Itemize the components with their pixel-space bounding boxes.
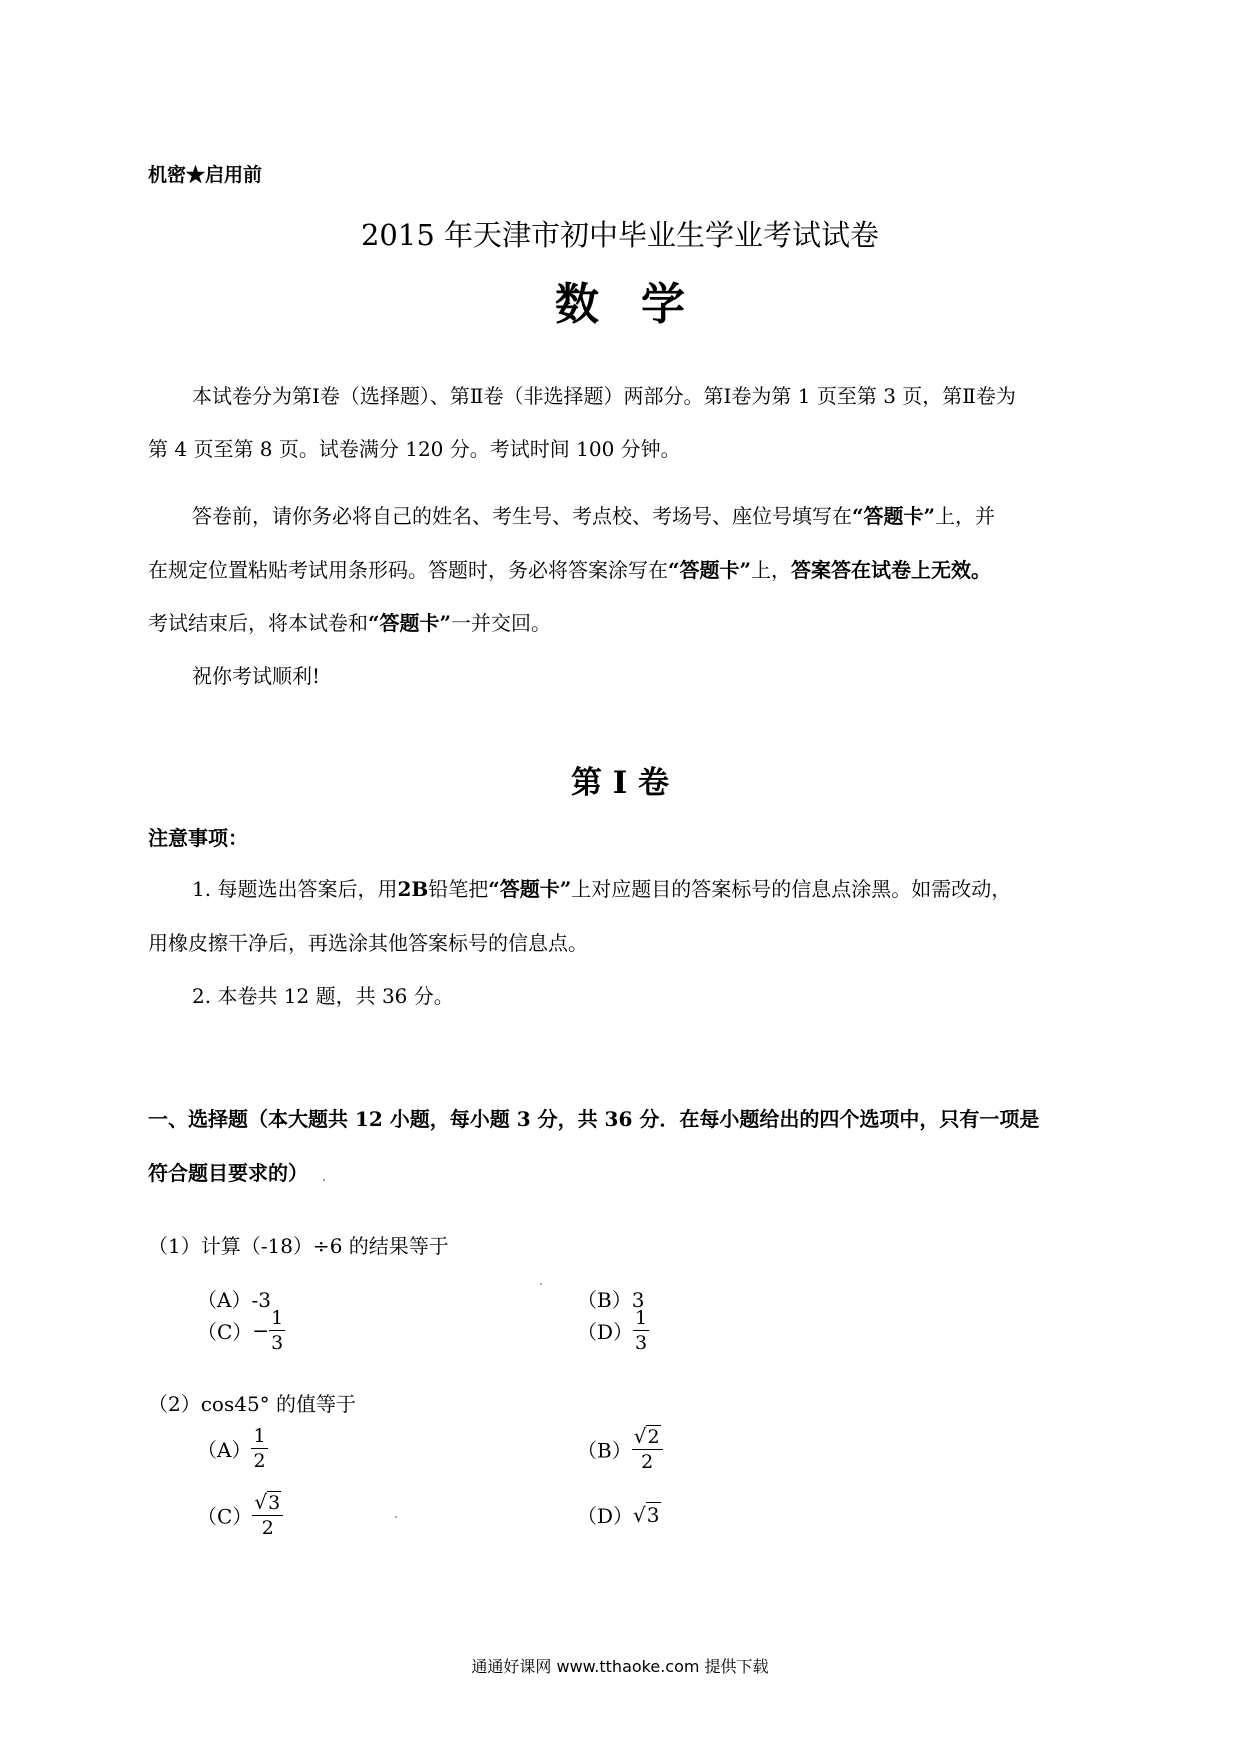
- radical-sign: √: [254, 1490, 268, 1514]
- option-label: （C）: [197, 1504, 253, 1529]
- option-label: （A）: [197, 1438, 252, 1462]
- q2-option-c: [197, 1490, 283, 1540]
- intro-text: 一并交回。: [451, 611, 552, 635]
- subject-title: 数学: [555, 279, 727, 330]
- option-value: -3: [251, 1288, 271, 1312]
- q2-option-d: [577, 1500, 661, 1529]
- intro-line-4: [148, 544, 991, 597]
- fraction: [633, 1306, 649, 1355]
- q1-option-c: [197, 1306, 285, 1355]
- good-luck-line: 祝你考试顺利!: [192, 664, 321, 688]
- radicand: 2: [647, 1426, 660, 1448]
- question-1-stem: （1）计算（-18）÷6 的结果等于: [148, 1234, 449, 1258]
- section-1-heading: 一、选择题（本大题共 12 小题，每小题 3 分，共 36 分．在每小题给出的四个选项中，只有一项是: [148, 1107, 1040, 1131]
- notice-item-2: 2. 本卷共 12 题，共 36 分。: [192, 984, 454, 1008]
- answer-card-term: “答题卡”: [368, 611, 452, 635]
- notice-text: 1. 每题选出答案后，用: [192, 877, 398, 901]
- numerator: [252, 1490, 283, 1516]
- radical-sign: √: [633, 1424, 647, 1448]
- fraction: [632, 1424, 663, 1474]
- numerator: 1: [635, 1307, 648, 1329]
- square-root: [633, 1503, 660, 1527]
- minus-sign: −: [252, 1318, 270, 1343]
- scan-speck: [395, 1516, 397, 1518]
- intro-text: 考试结束后，将本试卷和: [148, 611, 368, 635]
- denominator: 2: [261, 1517, 274, 1539]
- denominator: 3: [635, 1332, 648, 1354]
- option-label: （C）: [197, 1320, 253, 1344]
- volume-1-title: 第 I 卷: [570, 765, 670, 801]
- intro-text: 上，并: [935, 504, 996, 528]
- intro-line-2: 第 4 页至第 8 页。试卷满分 120 分。考试时间 100 分钟。: [148, 437, 681, 461]
- intro-line-1: 本试卷分为第Ⅰ卷（选择题）、第Ⅱ卷（非选择题）两部分。第Ⅰ卷为第 1 页至第 3 页，第Ⅱ卷为: [192, 384, 1016, 408]
- numerator: [632, 1424, 663, 1450]
- fraction: [252, 1490, 283, 1540]
- denominator: 2: [253, 1450, 266, 1472]
- intro-line-3: [192, 490, 995, 543]
- denominator: 3: [271, 1332, 284, 1354]
- answer-card-term: “答题卡”: [852, 504, 936, 528]
- notice-text: 铅笔把: [428, 877, 489, 901]
- exam-title: 2015 年天津市初中毕业生学业考试试卷: [360, 218, 880, 252]
- option-label: （A）: [197, 1288, 252, 1312]
- q2-option-b: [577, 1424, 663, 1474]
- pencil-type: 2B: [397, 877, 429, 901]
- q2-option-a: [197, 1424, 268, 1473]
- fraction: [251, 1424, 267, 1473]
- square-root: [634, 1424, 661, 1449]
- answer-card-term: “答题卡”: [668, 558, 752, 582]
- q1-option-d: [577, 1306, 649, 1355]
- intro-text: 答卷前，请你务必将自己的姓名、考生号、考点校、考场号、座位号填写在: [192, 504, 852, 528]
- radical-sign: √: [633, 1502, 646, 1527]
- numerator: 1: [253, 1425, 266, 1447]
- notice-item-1-cont: 用橡皮擦干净后，再选涂其他答案标号的信息点。: [148, 931, 588, 955]
- question-2-stem: （2）cos45° 的值等于: [148, 1392, 357, 1416]
- answer-card-term: “答题卡”: [488, 877, 572, 901]
- intro-line-5: [148, 597, 551, 650]
- denominator: 2: [641, 1451, 654, 1473]
- radicand: 3: [268, 1492, 281, 1514]
- scan-speck: [540, 1283, 542, 1285]
- intro-text: 上，: [751, 558, 792, 582]
- scan-speck: [323, 1179, 325, 1181]
- invalid-warning: 答案答在试卷上无效。: [791, 558, 992, 582]
- square-root: [254, 1490, 281, 1515]
- radicand: 3: [646, 1502, 660, 1527]
- notice-text: 上对应题目的答案标号的信息点涂黑。如需改动，: [571, 877, 1012, 901]
- numerator: 1: [271, 1307, 284, 1329]
- notice-label: 注意事项：: [148, 826, 248, 850]
- notice-item-1: [192, 863, 1011, 916]
- option-label: （D）: [577, 1504, 634, 1528]
- option-label: （B）: [577, 1288, 632, 1312]
- option-value: 3: [631, 1288, 645, 1312]
- intro-text: 在规定位置粘贴考试用条形码。答题时，务必将答案涂写在: [148, 558, 668, 582]
- confidential-label: 机密★启用前: [148, 164, 263, 186]
- fraction: [269, 1306, 285, 1355]
- section-1-heading-cont: 符合题目要求的）: [148, 1161, 308, 1185]
- option-label: （B）: [577, 1438, 632, 1463]
- option-label: （D）: [577, 1320, 634, 1344]
- footer-source: 通通好课网 www.tthaoke.com 提供下载: [471, 1657, 769, 1676]
